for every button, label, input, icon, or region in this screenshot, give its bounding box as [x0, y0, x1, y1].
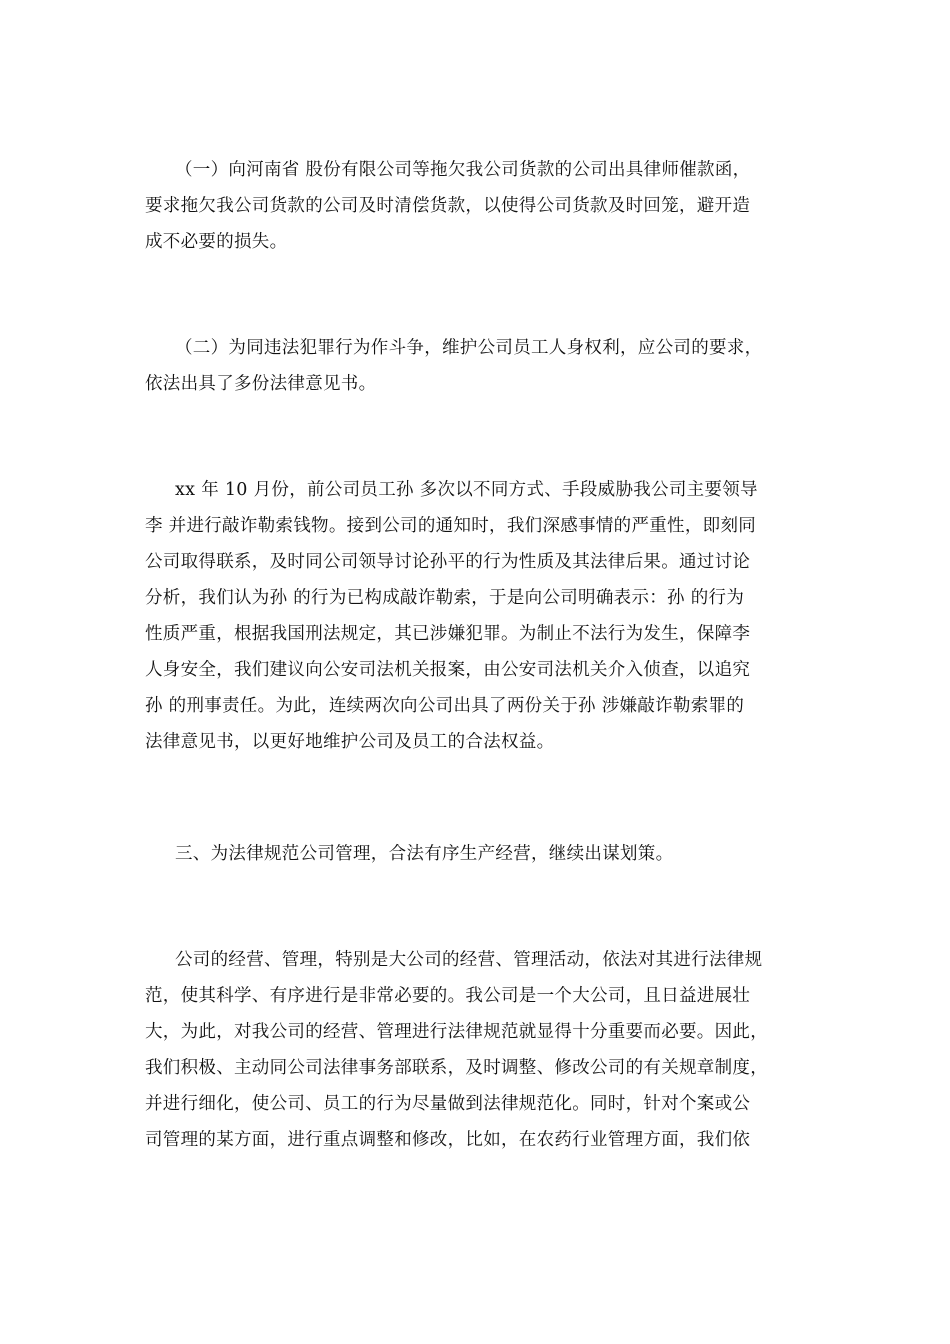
text-line: 范，使其科学、有序进行是非常必要的。我公司是一个大公司，且日益进展壮 [145, 986, 751, 1006]
text-line: 性质严重，根据我国刑法规定，其已涉嫌犯罪。为制止不法行为发生，保障李 [145, 624, 751, 644]
paragraph-company-management [145, 942, 805, 1158]
text-line: （一）向河南省 股份有限公司等拖欠我公司货款的公司出具律师催款函， [175, 160, 751, 180]
text-line: 要求拖欠我公司货款的公司及时清偿货款，以使得公司货款及时回笼，避开造 [145, 196, 751, 216]
paragraph-legal-opinions [145, 330, 805, 402]
text-line: 大，为此，对我公司的经营、管理进行法律规范就显得十分重要而必要。因此， [145, 1022, 768, 1042]
paragraph-extortion-case [145, 472, 805, 760]
text-line: 人身安全，我们建议向公安司法机关报案，由公安司法机关介入侦查，以追究 [145, 660, 751, 680]
text-line: 我们积极、主动同公司法律事务部联系，及时调整、修改公司的有关规章制度， [145, 1058, 768, 1078]
text-line: 成不必要的损失。 [145, 232, 288, 252]
text-line: 三、为法律规范公司管理，合法有序生产经营，继续出谋划策。 [175, 844, 674, 864]
text-line: 李 并进行敲诈勒索钱物。接到公司的通知时，我们深感事情的严重性，即刻同 [145, 516, 757, 536]
text-line: 依法出具了多份法律意见书。 [145, 374, 377, 394]
text-line: 公司的经营、管理，特别是大公司的经营、管理活动，依法对其进行法律规 [175, 950, 763, 970]
text-line: （二）为同违法犯罪行为作斗争，维护公司员工人身权利，应公司的要求， [175, 338, 763, 358]
paragraph-demand-letter [145, 152, 805, 260]
text-line: 孙 的刑事责任。为此，连续两次向公司出具了两份关于孙 涉嫌敲诈勒索罪的 [145, 696, 745, 716]
text-line: 法律意见书，以更好地维护公司及员工的合法权益。 [145, 732, 555, 752]
text-line: xx 年 10 月份，前公司员工孙 多次以不同方式、手段威胁我公司主要领导 [175, 480, 758, 500]
text-line: 司管理的某方面，进行重点调整和修改，比如，在农药行业管理方面，我们依 [145, 1130, 751, 1150]
text-line: 并进行细化，使公司、员工的行为尽量做到法律规范化。同时，针对个案或公 [145, 1094, 751, 1114]
section-heading-three [145, 836, 805, 872]
text-line: 分析，我们认为孙 的行为已构成敲诈勒索，于是向公司明确表示：孙 的行为 [145, 588, 745, 608]
text-line: 公司取得联系，及时同公司领导讨论孙平的行为性质及其法律后果。通过讨论 [145, 552, 751, 572]
